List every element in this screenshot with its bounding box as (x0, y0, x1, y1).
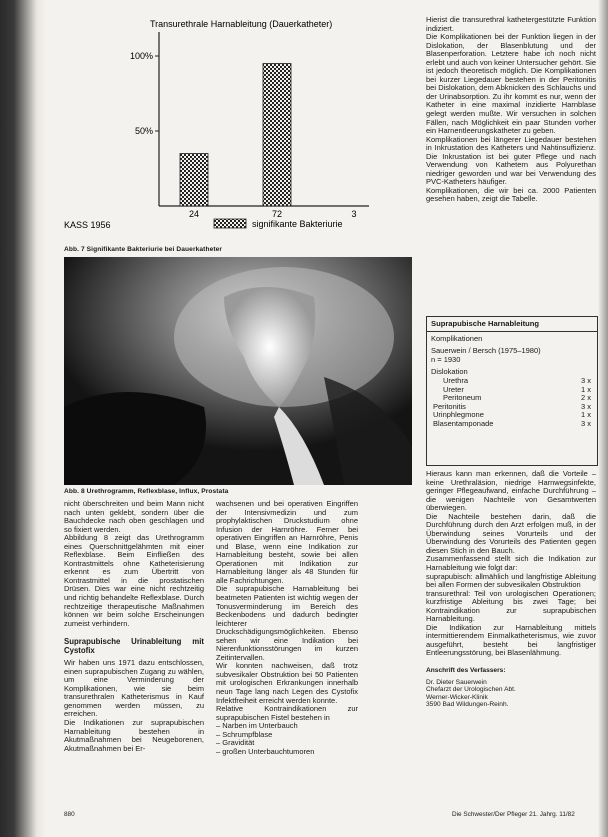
text-column-right-bottom (426, 470, 596, 709)
list-item: – Narben im Unterbauch (216, 721, 298, 731)
bar (180, 154, 208, 207)
table-row-value: 1 x (580, 410, 591, 420)
table-authors: Sauerwein / Bersch (1975–1980) (431, 346, 541, 356)
complications-table (426, 316, 598, 466)
chart-source-label: KASS 1956 (64, 220, 111, 230)
table-row (427, 420, 597, 429)
address-line: Dr. Dieter Sauerwein (426, 678, 487, 686)
figure-8-caption: Abb. 8 Urethrogramm, Reflexblase, Influx, Prostata (64, 488, 229, 495)
paragraph: Die suprapubische Harnableitung bei beatmeten Patienten ist wichtig wegen der Tonusverminderung im Bereich des Beckenbodens und dadurch bedingter leichterer Druckschädigungsmöglichkeiten. Ebenso sehen wir eine Indikation bei Nierenfunktionsstörungen im kurzen Zeitintervallen. (216, 584, 358, 662)
paragraph: suprapubisch: allmählich und langfristige Ableitung bei allen Formen der subvesikalen Obstruktion (426, 571, 596, 590)
table-subtitle: Komplikationen (431, 333, 483, 343)
paragraph: Abbildung 8 zeigt das Urethrogramm eines Querschnittgelähmten mit einer Reflexblase. Beim Einfließen des Kontrastmittels ohne Katheterisierung erkennt es zum Übertritt von Kontrastmittel in die prostatischen Drüsen. Dies war eine nicht rechtzeitig und richtig behandelte Reflexblase. Durch rechtzeitige therapeutische Maßnahmen können wir beim solche Erscheinungen zumeist verhindern. (64, 533, 204, 628)
scan-right-edge (598, 0, 608, 837)
list-item: – Gravidität (216, 738, 255, 748)
table-row-value: 3 x (580, 418, 591, 428)
chart-title: Transurethrale Harnableitung (Dauerkatheter) (150, 19, 333, 29)
x-tick-label: 24 (188, 209, 200, 219)
table-row-label: Peritoneum (443, 393, 482, 403)
table-row-value: 1 x (580, 384, 591, 394)
bar (263, 64, 291, 207)
paragraph: Die Nachteile bestehen darin, daß die Durchführung durch den Arzt erfolgen muß, in der Überwindung seines Vorurteils und der Überwindung des Vorurteils des Patienten gegen diesen Stich in den Bauch. (426, 511, 596, 555)
bacteriuria-bar-chart (64, 14, 416, 244)
table-row-value: 2 x (580, 393, 591, 403)
paragraph: transurethral: Teil von urologischen Operationen; kurzfristige Ableitung bis zwei Tage; bei Kontraindikation zur suprapubischen Harnableitung. (426, 588, 596, 624)
list-item: – Schrumpfblase (216, 729, 273, 739)
address-line: Werner-Wicker-Klinik (426, 693, 488, 701)
text-column-right-top (426, 16, 596, 204)
paragraph: Hieraus kann man erkennen, daß die Vorteile – keine Urethraläsion, niedrige Harnwegsinfekte, geringer Pflegeaufwand, einfache Durchführung – die wenigen Nachteile von Gesamtwerten überwiegen. (426, 469, 596, 513)
paragraph: Wir konnten nachweisen, daß trotz subvesikaler Obstruktion bei 50 Patienten mit urologischen Erkrankungen innerhalb neun Tage lang nach Legen des Cystofix Infektfreiheit erreicht werden konnte. (216, 661, 358, 705)
y-tick-label: 50% (134, 126, 153, 136)
table-row-label: Blasentamponade (433, 418, 494, 428)
paragraph: nicht überschreiten und beim Mann nicht nach unten geklebt, sondern über die Bauchdecke nach oben geschlagen und so fixiert werden. (64, 499, 204, 534)
table-row-label: Peritonitis (433, 401, 466, 411)
table-row-value: 3 x (580, 401, 591, 411)
figure-7-caption: Abb. 7 Signifikante Bakteriurie bei Dauerkatheter (64, 246, 223, 253)
scan-binding-edge (0, 0, 46, 837)
paragraph: Hierist die transurethral kathetergestützte Funktion indiziert. (426, 15, 596, 33)
table-sample-size: n = 1930 (431, 354, 461, 364)
address-line: Chefarzt der Urologischen Abt. (426, 686, 516, 694)
section-heading: Suprapubische Urinableitung mit Cystofix (64, 637, 204, 656)
journal-footer: Die Schwester/Der Pfleger 21. Jahrg. 11/82 (452, 811, 575, 818)
legend-label: signifikante Bakteriurie (252, 219, 343, 229)
table-title: Suprapubische Harnableitung (427, 317, 597, 332)
table-row-label: Urethra (443, 375, 469, 385)
table-row-value: 3 x (580, 375, 591, 385)
text-column-left (64, 500, 204, 753)
x-tick-label: 72 (271, 209, 283, 219)
list-item: – großen Unterbauchtumoren (216, 746, 315, 756)
x-tick-label: 3 (351, 209, 357, 219)
paragraph: Zusammenfassend stellt sich die Indikation zur Harnableitung wie folgt dar: (426, 554, 596, 573)
paragraph: Relative Kontraindikationen zur suprapubischen Fistel bestehen in (216, 704, 358, 722)
paragraph: Die Indikation zur Harnableitung mittels intermittierendem Einmalkatheterismus, wie zuvor ausgeführt, besteht bei langfristiger Entleerungsstörung, bei Blasenlähmung. (426, 622, 596, 658)
address-line: 3590 Bad Wildungen-Reinh. (426, 701, 509, 709)
urethrogram-xray-image (64, 257, 412, 485)
table-group-label: Dislokation (431, 367, 468, 377)
table-row-label: Urinphlegmone (433, 410, 484, 420)
table-rows (427, 377, 597, 429)
y-tick-label: 100% (129, 51, 153, 61)
page-number: 880 (64, 811, 75, 818)
address-heading: Anschrift des Verfassers: (426, 667, 506, 675)
paragraph: Komplikationen, die wir bei ca. 2000 Patienten gesehen haben, zeigt die Tabelle. (426, 185, 596, 204)
table-row-label: Ureter (443, 384, 464, 394)
text-column-middle (216, 500, 358, 756)
paragraph: Komplikationen bei längerer Liegedauer bestehen in Inkrustation des Katheters und Nahtinsuffizienz. Die Inkrustation ist bei guter Pflege und nach Verwendung von Kathetern aus Polyurethan niedriger geworden und war bei Verwendung des PVC-Katheters häufiger. (426, 134, 596, 187)
paragraph: Die Komplikationen bei der Funktion liegen in der Dislokation, der Blasenblutung und der Blasenperforation. Letztere habe ich noch nicht erlebt und auch von keiner Untersucher gehört. Sie ist jedoch theoretisch möglich. Die Komplikationen bei kurzer Liegedauer bestehen in der Peritonitis bei Dislokation, dem Abknicken des Schlauchs und der Urinabsorption. Zu ihr kommt es nur, wenn der Katheter in eine maximal inzidierte Harnblase gelegt werden mußte. Wir versuchen in solchen Fällen, nach Möglichkeit ein paar Stunden vorher ein Harnentleerungskatheter zu geben. (426, 32, 596, 136)
paragraph: Die Indikationen zur suprapubischen Harnableitung bestehen in Akutmaßnahmen bei Neugeborenen, Akutmaßnahmen bei Er- (64, 718, 204, 753)
paragraph: wachsenen und bei operativen Eingriffen der Intensivmedizin und zum prophylaktischen Druckstudium ohne Infusion der Harnröhre. Ferner bei operativen Eingriffen an Harnröhre, Penis und Blase, wenn eine Indikation zur Harnableitung besteht, sowie bei allen Operationen mit Indikation zur Harnableitung länger als 48 Stunden für alle Fachrichtungen. (216, 499, 358, 585)
paragraph: Wir haben uns 1971 dazu entschlossen, einen suprapubischen Zugang zu wählen, um eine Verminderung der Komplikationen, wie sie beim transurethralen Katheterismus in Kauf genommen werden müssen, zu erreichen. (64, 658, 204, 719)
legend-swatch (214, 219, 246, 228)
